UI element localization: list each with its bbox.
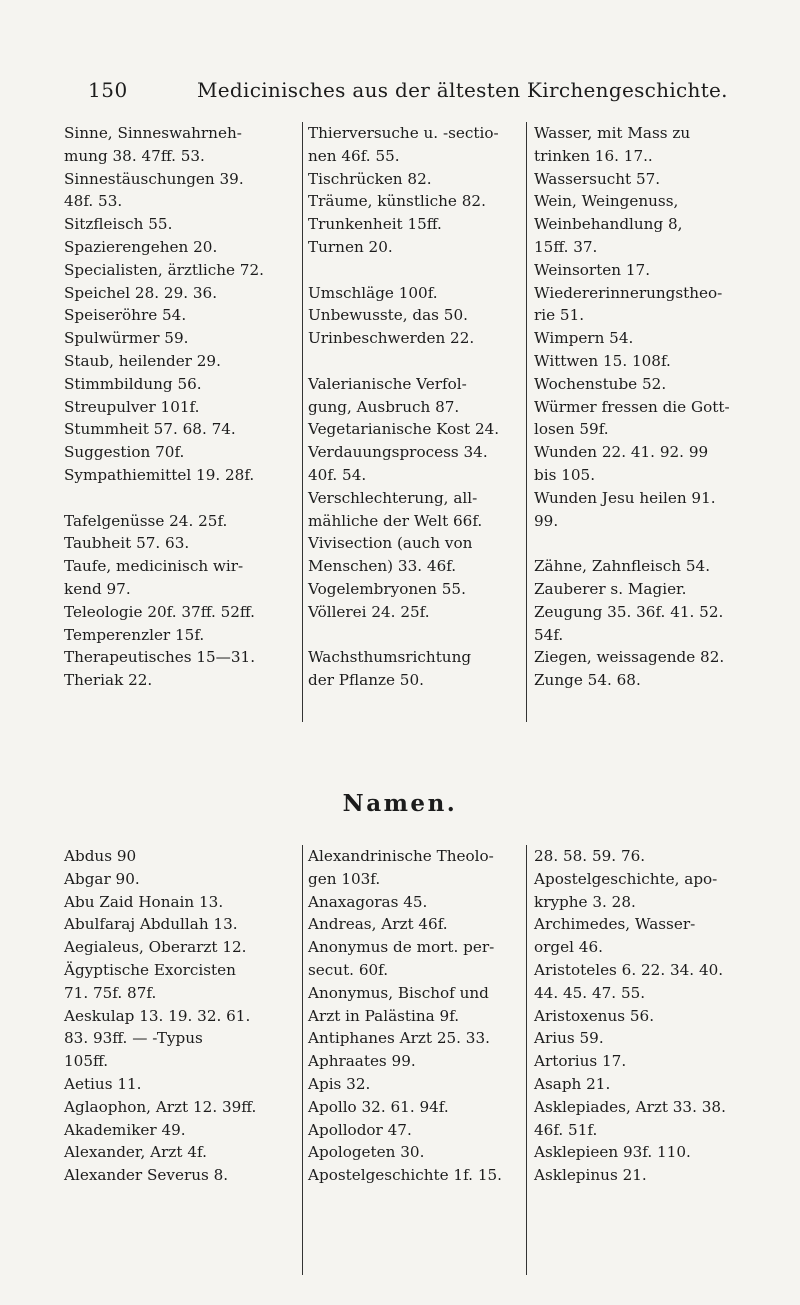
index-entry-line: Zähne, Zahnfleisch 54.: [534, 557, 711, 576]
index-entry-line: Wunden Jesu heilen 91.: [534, 488, 716, 507]
index-entry-line: Weinbehandlung 8,: [534, 215, 683, 234]
names-index-block: [64, 845, 752, 1275]
index-entry-line: Spazierengehen 20.: [64, 237, 218, 256]
index-entry-line: rie 51.: [534, 306, 585, 325]
index-entry-line: Apollodor 47.: [308, 1120, 412, 1139]
index-entry-line: Artorius 17.: [534, 1052, 627, 1071]
index-entry-line: Ziegen, weissagende 82.: [534, 648, 725, 667]
index-entry-line: Sinne, Sinneswahrneh-: [64, 124, 242, 142]
index-entry-line: Unbewusste, das 50.: [308, 306, 468, 325]
index-entry-line: 46f. 51f.: [534, 1120, 598, 1139]
index-entry-line: 105ff.: [64, 1052, 109, 1071]
index-entry-line: Apologeten 30.: [308, 1143, 425, 1162]
entry-gap: [308, 624, 528, 647]
index-entry-line: 48f. 53.: [64, 192, 123, 211]
index-column: [64, 845, 294, 1275]
index-entry-line: Apostelgeschichte, apo-: [534, 869, 718, 888]
index-entry-line: Apis 32.: [308, 1074, 371, 1093]
index-entry-line: 40f. 54.: [308, 465, 367, 484]
index-entry-line: Aegialeus, Oberarzt 12.: [64, 938, 247, 957]
index-entry-line: Aetius 11.: [64, 1074, 142, 1093]
index-entry-line: Völlerei 24. 25f.: [308, 602, 430, 621]
index-entry-line: Anonymus de mort. per-: [308, 938, 495, 957]
index-entry-line: Alexandrinische Theolo-: [308, 847, 494, 865]
index-entry-line: mähliche der Welt 66f.: [308, 511, 483, 530]
index-entry-line: nen 46f. 55.: [308, 146, 400, 165]
index-entry-line: Asklepinus 21.: [534, 1166, 647, 1185]
index-entry-line: Zeugung 35. 36f. 41. 52.: [534, 602, 724, 621]
index-entry-line: Valerianische Verfol-: [308, 374, 467, 393]
index-entry-line: Tischrücken 82.: [308, 169, 432, 188]
index-entry-line: Abu Zaid Honain 13.: [64, 892, 224, 911]
index-entry-line: Abgar 90.: [64, 869, 140, 888]
index-entry-line: 71. 75f. 87f.: [64, 983, 157, 1002]
index-entry-line: Sitzfleisch 55.: [64, 215, 173, 234]
index-entry-line: Abdus 90: [64, 847, 137, 865]
index-column: [308, 122, 528, 722]
index-entry-line: Asaph 21.: [534, 1074, 611, 1093]
column-rule: [302, 845, 303, 1275]
page-header: [0, 78, 800, 108]
index-entry-line: Aglaophon, Arzt 12. 39ff.: [64, 1097, 257, 1116]
index-entry-line: Wittwen 15. 108f.: [534, 351, 671, 370]
index-entry-line: Würmer fressen die Gott-: [534, 397, 730, 416]
index-entry-line: Staub, heilender 29.: [64, 351, 221, 370]
index-entry-line: trinken 16. 17..: [534, 146, 653, 165]
index-entry-line: Aristoteles 6. 22. 34. 40.: [534, 960, 724, 979]
entry-gap: [64, 487, 294, 510]
index-entry-line: orgel 46.: [534, 938, 603, 957]
index-entry-line: gen 103f.: [308, 869, 381, 888]
index-entry-line: Urinbeschwerden 22.: [308, 329, 475, 348]
index-entry-line: Streupulver 101f.: [64, 397, 200, 416]
index-entry-line: Zunge 54. 68.: [534, 671, 641, 690]
column-rule: [526, 845, 527, 1275]
index-entry-line: Aeskulap 13. 19. 32. 61.: [64, 1006, 251, 1025]
index-entry-line: Träume, künstliche 82.: [308, 192, 486, 211]
index-entry-line: Theriak 22.: [64, 671, 153, 690]
index-entry-line: 44. 45. 47. 55.: [534, 983, 646, 1002]
index-entry-line: Wimpern 54.: [534, 329, 634, 348]
index-entry-line: Wochenstube 52.: [534, 374, 667, 393]
index-entry-line: Thierversuche u. -sectio-: [308, 124, 499, 142]
index-entry-line: Akademiker 49.: [64, 1120, 186, 1139]
index-entry-line: mung 38. 47ff. 53.: [64, 146, 205, 165]
index-entry-line: Wasser, mit Mass zu: [534, 124, 691, 142]
index-entry-line: Suggestion 70f.: [64, 443, 185, 462]
index-entry-line: Taufe, medicinisch wir-: [64, 557, 244, 576]
index-entry-line: Umschläge 100f.: [308, 283, 438, 302]
entry-gap: [308, 259, 528, 282]
index-entry-line: Speiseröhre 54.: [64, 306, 187, 325]
index-entry-line: Andreas, Arzt 46f.: [308, 915, 448, 934]
index-entry-line: Wiedererinnerungstheo-: [534, 283, 723, 302]
index-entry-line: Zauberer s. Magier.: [534, 579, 687, 598]
index-entry-line: Verschlechterung, all-: [308, 488, 478, 507]
index-entry-line: secut. 60f.: [308, 960, 389, 979]
column-rule: [526, 122, 527, 722]
index-entry-line: Trunkenheit 15ff.: [308, 215, 442, 234]
index-entry-line: Aristoxenus 56.: [534, 1006, 655, 1025]
index-entry-line: Apostelgeschichte 1f. 15.: [308, 1166, 502, 1185]
running-head: Medicinisches aus der ältesten Kirchengeschichte.: [197, 78, 728, 102]
index-entry-line: Weinsorten 17.: [534, 260, 651, 279]
index-entry-line: 54f.: [534, 625, 564, 644]
subject-index-block: [64, 122, 752, 722]
index-entry-line: kend 97.: [64, 579, 131, 598]
index-column: [308, 845, 528, 1275]
index-entry-line: Vogelembryonen 55.: [308, 579, 466, 598]
index-entry-line: Aphraates 99.: [308, 1052, 416, 1071]
column-rule: [302, 122, 303, 722]
index-entry-line: Antiphanes Arzt 25. 33.: [308, 1029, 490, 1048]
index-entry-line: losen 59f.: [534, 420, 609, 439]
index-entry-line: Vivisection (auch von: [308, 534, 473, 553]
index-entry-line: Alexander Severus 8.: [64, 1166, 229, 1185]
index-entry-line: bis 105.: [534, 465, 596, 484]
index-entry-line: 28. 58. 59. 76.: [534, 847, 646, 865]
index-entry-line: kryphe 3. 28.: [534, 892, 636, 911]
entry-gap: [308, 350, 528, 373]
index-column: [534, 122, 752, 722]
index-entry-line: Sinnestäuschungen 39.: [64, 169, 244, 188]
index-entry-line: Speichel 28. 29. 36.: [64, 283, 218, 302]
index-entry-line: Abulfaraj Abdullah 13.: [64, 915, 238, 934]
index-entry-line: Sympathiemittel 19. 28f.: [64, 465, 255, 484]
index-entry-line: Anaxagoras 45.: [308, 892, 428, 911]
entry-gap: [534, 532, 752, 555]
index-entry-line: Wein, Weingenuss,: [534, 192, 679, 211]
index-entry-line: Arius 59.: [534, 1029, 604, 1048]
index-entry-line: der Pflanze 50.: [308, 671, 424, 690]
index-entry-line: Teleologie 20f. 37ff. 52ff.: [64, 602, 256, 621]
index-entry-line: Turnen 20.: [308, 237, 393, 256]
index-entry-line: Asklepieen 93f. 110.: [534, 1143, 691, 1162]
index-column: [534, 845, 752, 1275]
index-entry-line: Anonymus, Bischof und: [308, 983, 489, 1002]
index-entry-line: 15ff. 37.: [534, 237, 598, 256]
index-entry-line: Spulwürmer 59.: [64, 329, 189, 348]
page-number: 150: [88, 78, 128, 102]
index-entry-line: Menschen) 33. 46f.: [308, 557, 457, 576]
index-entry-line: Stummheit 57. 68. 74.: [64, 420, 236, 439]
index-entry-line: Wachsthumsrichtung: [308, 648, 472, 667]
section-heading-names: Namen.: [342, 790, 458, 817]
index-entry-line: Stimmbildung 56.: [64, 374, 202, 393]
index-entry-line: Verdauungsprocess 34.: [308, 443, 488, 462]
index-entry-line: Vegetarianische Kost 24.: [308, 420, 500, 439]
index-entry-line: gung, Ausbruch 87.: [308, 397, 460, 416]
index-entry-line: Ägyptische Exorcisten: [64, 960, 236, 979]
index-entry-line: 83. 93ff. — -Typus: [64, 1029, 203, 1048]
index-entry-line: Archimedes, Wasser-: [534, 915, 696, 934]
index-entry-line: Alexander, Arzt 4f.: [64, 1143, 207, 1162]
index-entry-line: Tafelgenüsse 24. 25f.: [64, 511, 228, 530]
index-entry-line: Wunden 22. 41. 92. 99: [534, 443, 709, 462]
index-entry-line: Temperenzler 15f.: [64, 625, 205, 644]
index-column: [64, 122, 294, 722]
index-entry-line: Taubheit 57. 63.: [64, 534, 190, 553]
index-entry-line: Arzt in Palästina 9f.: [308, 1006, 460, 1025]
index-entry-line: 99.: [534, 511, 559, 530]
index-entry-line: Apollo 32. 61. 94f.: [308, 1097, 449, 1116]
index-entry-line: Therapeutisches 15—31.: [64, 648, 256, 667]
index-entry-line: Asklepiades, Arzt 33. 38.: [534, 1097, 726, 1116]
index-entry-line: Specialisten, ärztliche 72.: [64, 260, 264, 279]
index-entry-line: Wassersucht 57.: [534, 169, 661, 188]
